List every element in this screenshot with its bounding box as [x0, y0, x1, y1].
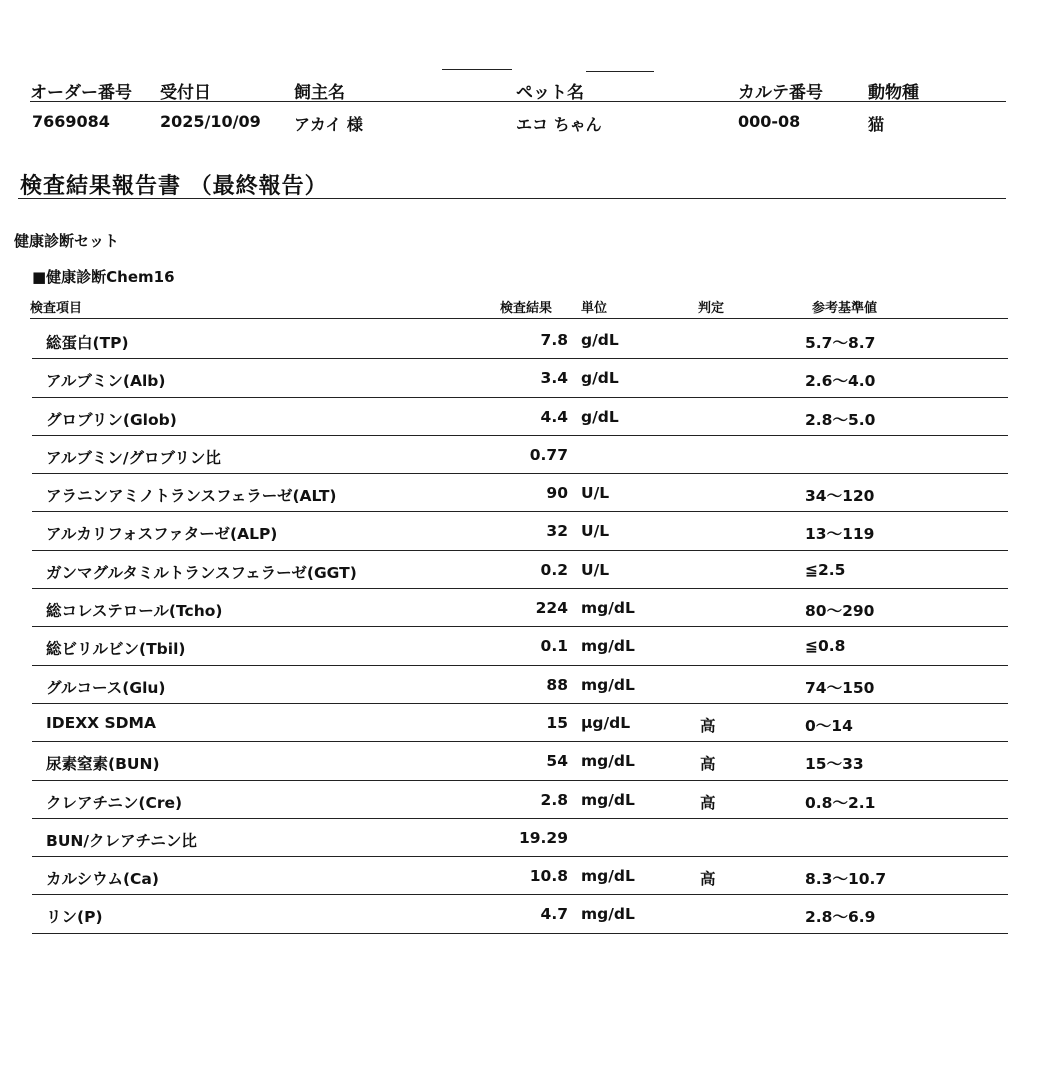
table-row — [32, 398, 1008, 436]
table-row — [32, 551, 1008, 589]
chart-no-label: カルテ番号 — [738, 83, 823, 103]
test-value: 7.8 — [540, 331, 568, 349]
column-result: 検査結果 — [500, 301, 553, 316]
test-reference: 80〜290 — [805, 602, 875, 621]
test-unit: g/dL — [581, 407, 619, 426]
test-unit: mg/dL — [581, 637, 635, 656]
chart-no-value: 000-08 — [738, 112, 801, 131]
test-name: アラニンアミノトランスフェラーゼ(ALT) — [46, 487, 337, 506]
top-mark-line-right — [586, 71, 654, 72]
test-name: アルブミン/グロブリン比 — [46, 448, 221, 467]
test-unit: U/L — [581, 484, 610, 503]
test-unit: mg/dL — [581, 599, 635, 618]
test-name: グロブリン(Glob) — [46, 410, 177, 429]
column-judgement: 判定 — [698, 301, 725, 316]
test-flag: 高 — [700, 716, 716, 735]
order-no-label: オーダー番号 — [30, 83, 132, 103]
test-value: 88 — [546, 675, 568, 694]
table-row — [32, 666, 1008, 704]
test-flag: 高 — [700, 793, 716, 812]
top-mark-line-left — [442, 69, 512, 70]
test-unit: g/dL — [581, 331, 619, 349]
test-reference: 2.8〜5.0 — [805, 410, 876, 429]
test-name: 総ビリルビン(Tbil) — [46, 640, 186, 659]
test-value: 90 — [546, 484, 568, 503]
received-date-label: 受付日 — [160, 83, 211, 103]
test-name: 総コレステロール(Tcho) — [46, 602, 223, 621]
table-row — [32, 436, 1008, 474]
table-row — [32, 819, 1008, 857]
order-no-value: 7669084 — [32, 112, 110, 131]
species-value: 猫 — [868, 115, 885, 134]
table-row — [32, 895, 1008, 933]
column-header-divider — [30, 318, 1008, 319]
test-reference: 15〜33 — [805, 755, 864, 774]
species-label: 動物種 — [868, 83, 919, 103]
test-unit: U/L — [581, 522, 610, 541]
test-reference: 5.7〜8.7 — [805, 334, 876, 352]
test-unit: g/dL — [581, 369, 619, 388]
table-row — [32, 627, 1008, 665]
test-flag: 高 — [700, 870, 716, 889]
test-flag: 高 — [700, 755, 716, 774]
pet-name-value: エコ ちゃん — [516, 115, 602, 134]
test-reference: 2.6〜4.0 — [805, 372, 876, 391]
test-reference: 0〜14 — [805, 716, 853, 735]
report-title: 検査結果報告書 （最終報告） — [20, 174, 328, 199]
table-row — [32, 474, 1008, 512]
test-value: 32 — [546, 522, 568, 541]
test-value: 0.77 — [529, 445, 568, 464]
test-value: 4.7 — [540, 905, 568, 924]
test-reference: ≦2.5 — [805, 560, 846, 579]
test-unit: mg/dL — [581, 675, 635, 694]
panel-title: ■健康診断Chem16 — [32, 268, 175, 286]
test-reference: 2.8〜6.9 — [805, 908, 876, 927]
column-item: 検査項目 — [30, 301, 83, 316]
test-name: 尿素窒素(BUN) — [46, 755, 160, 774]
received-date-value: 2025/10/09 — [160, 112, 261, 131]
test-unit: U/L — [581, 560, 610, 579]
owner-name-value: アカイ 様 — [294, 115, 363, 134]
test-value: 54 — [546, 752, 568, 771]
test-unit: μg/dL — [581, 713, 631, 732]
test-value: 224 — [535, 599, 568, 618]
section-title: 健康診断セット — [14, 232, 120, 250]
test-reference: ≦0.8 — [805, 637, 846, 656]
table-row — [32, 359, 1008, 397]
table-row — [32, 704, 1008, 742]
table-row — [32, 857, 1008, 895]
test-name: ガンマグルタミルトランスフェラーゼ(GGT) — [46, 563, 357, 582]
results-table — [32, 321, 1008, 934]
test-unit: mg/dL — [581, 752, 635, 771]
test-unit: mg/dL — [581, 905, 635, 924]
owner-name-label: 飼主名 — [294, 83, 345, 103]
test-name: IDEXX SDMA — [46, 713, 156, 732]
test-name: BUN/クレアチニン比 — [46, 831, 197, 850]
test-name: アルカリフォスファターゼ(ALP) — [46, 525, 278, 544]
column-unit: 単位 — [581, 301, 608, 316]
test-reference: 0.8〜2.1 — [805, 793, 876, 812]
test-name: リン(P) — [46, 908, 103, 927]
test-name: アルブミン(Alb) — [46, 372, 166, 391]
table-row — [32, 321, 1008, 359]
test-name: クレアチニン(Cre) — [46, 793, 183, 812]
table-row — [32, 589, 1008, 627]
test-value: 0.2 — [540, 560, 568, 579]
test-value: 4.4 — [540, 407, 568, 426]
table-row — [32, 742, 1008, 780]
test-value: 10.8 — [529, 867, 568, 886]
test-reference: 13〜119 — [805, 525, 875, 544]
table-row — [32, 512, 1008, 550]
test-name: グルコース(Glu) — [46, 678, 166, 697]
title-underline — [18, 198, 1006, 199]
test-unit: mg/dL — [581, 867, 635, 886]
test-value: 15 — [546, 713, 568, 732]
test-unit: mg/dL — [581, 790, 635, 809]
test-value: 2.8 — [540, 790, 568, 809]
pet-name-label: ペット名 — [516, 83, 584, 103]
header-divider — [30, 101, 1006, 102]
test-reference: 8.3〜10.7 — [805, 870, 887, 889]
test-reference: 74〜150 — [805, 678, 875, 697]
test-value: 19.29 — [518, 828, 568, 847]
column-reference: 参考基準値 — [812, 301, 878, 316]
test-reference: 34〜120 — [805, 487, 875, 506]
test-name: 総蛋白(TP) — [46, 334, 129, 352]
test-value: 0.1 — [540, 637, 568, 656]
test-name: カルシウム(Ca) — [46, 870, 159, 889]
table-row — [32, 781, 1008, 819]
test-value: 3.4 — [540, 369, 568, 388]
